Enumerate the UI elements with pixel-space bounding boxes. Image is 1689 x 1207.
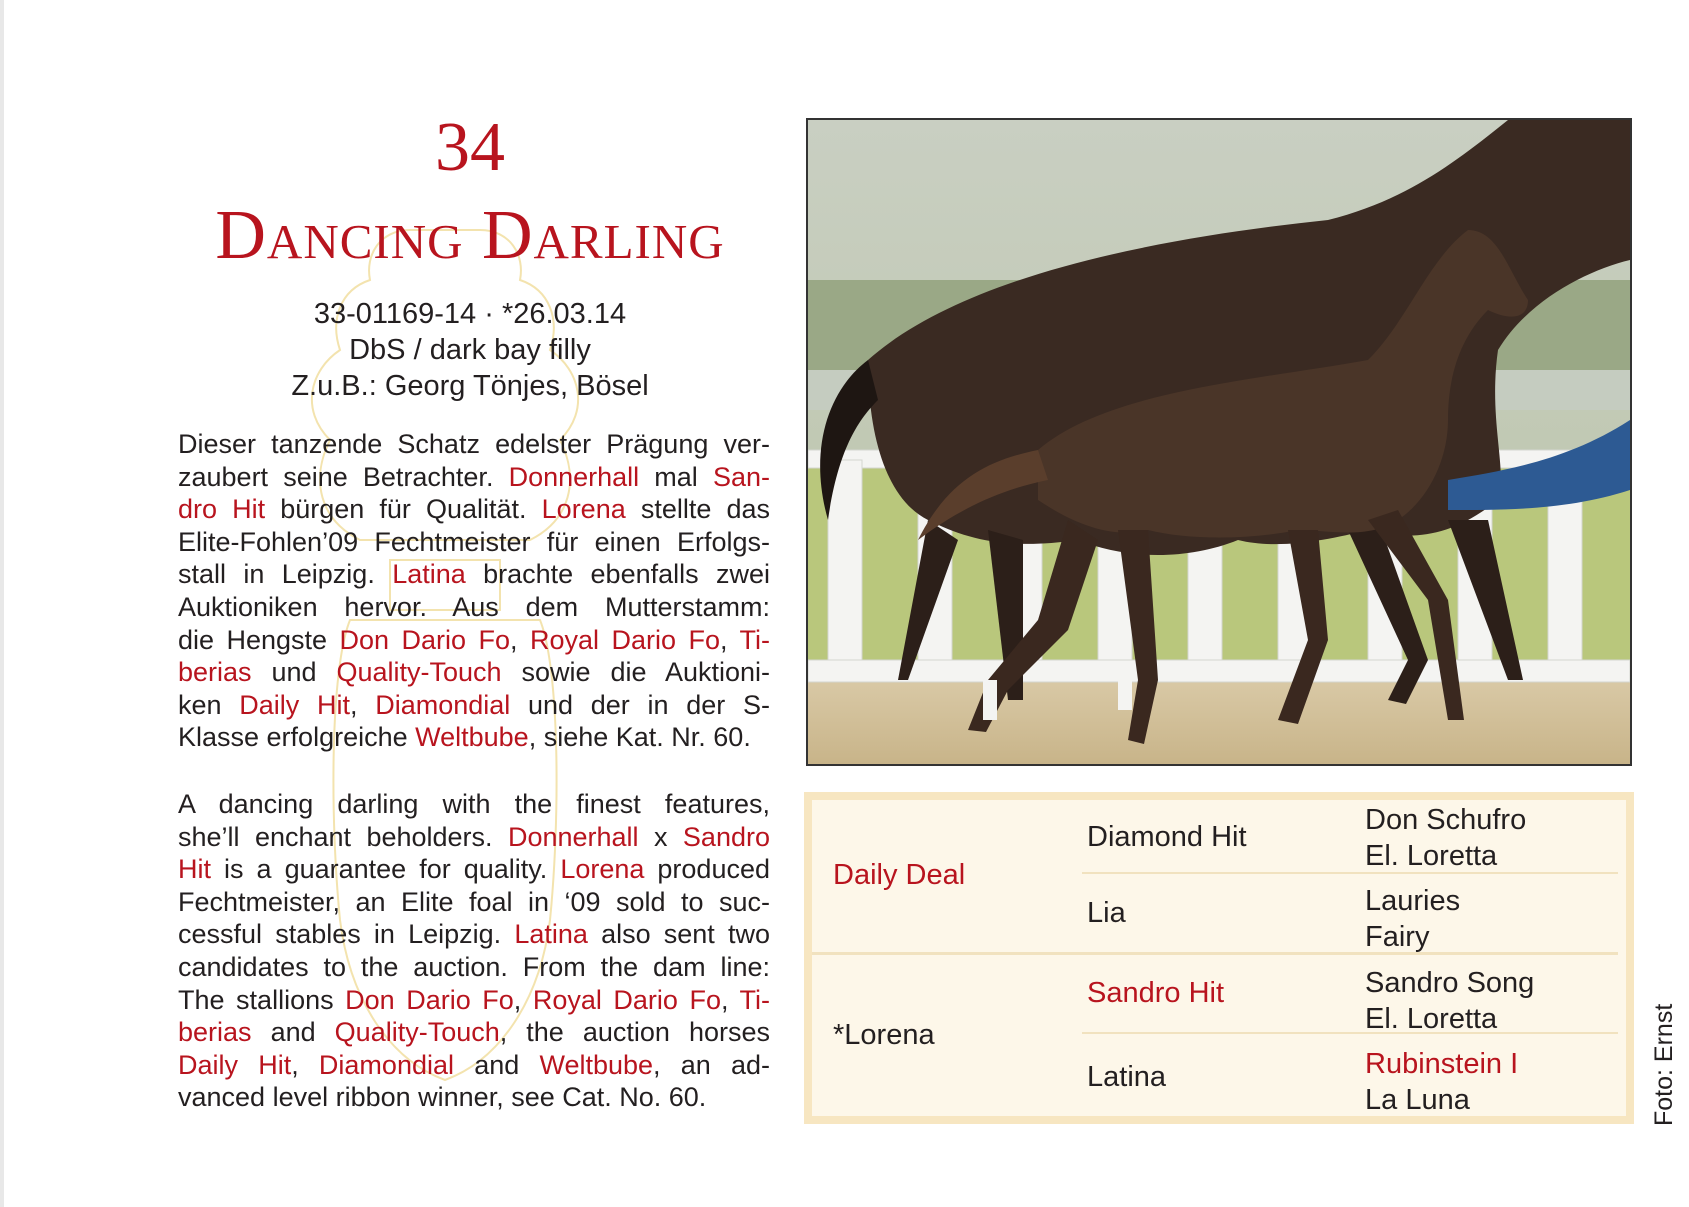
text-run: , the auction horses xyxy=(499,1017,770,1048)
text-run: stellte das xyxy=(625,494,770,525)
highlighted-horse-name: San- xyxy=(712,461,770,492)
description-german xyxy=(178,428,770,754)
paragraph-line xyxy=(178,951,770,984)
highlighted-horse-name: Weltbube xyxy=(415,722,529,753)
paragraph-line xyxy=(178,493,770,526)
highlighted-horse-name: Royal Dario Fo xyxy=(530,624,721,655)
text-run: ken xyxy=(178,689,240,720)
text-run: Fechtmeister, an Elite foal in ‘09 sold to suc- xyxy=(178,886,770,917)
text-run: cessful stables in Leipzig. xyxy=(178,919,515,950)
text-run: she’ll enchant beholders. xyxy=(178,821,508,852)
highlighted-horse-name: Hit xyxy=(178,854,211,885)
text-run: zaubert seine Betrachter. xyxy=(178,461,509,492)
pedigree-ggp-5: Sandro Song xyxy=(1365,967,1535,999)
text-run: die Hengste xyxy=(178,624,340,655)
highlighted-horse-name: berias xyxy=(178,1017,252,1048)
text-run: , an ad- xyxy=(653,1049,770,1080)
text-run: candidates to the auction. From the dam line: xyxy=(178,951,770,982)
paragraph-line xyxy=(178,591,770,624)
mare-and-foal-illustration xyxy=(808,120,1630,764)
paragraph-line xyxy=(178,821,770,854)
paragraph-line xyxy=(178,918,770,951)
text-run: , xyxy=(510,624,531,655)
pedigree-sire-sire: Diamond Hit xyxy=(1087,821,1247,853)
pedigree-ggp-2: El. Loretta xyxy=(1365,840,1498,872)
highlighted-horse-name: berias xyxy=(178,657,252,688)
paragraph-line xyxy=(178,1081,770,1114)
paragraph-line xyxy=(178,624,770,657)
breed-color: DbS / dark bay filly xyxy=(349,334,591,366)
pedigree-ggp-6: El. Loretta xyxy=(1365,1003,1498,1035)
breeder-owner: Z.u.B.: Georg Tönjes, Bösel xyxy=(291,370,649,402)
highlighted-horse-name: dro Hit xyxy=(178,494,266,525)
description-english xyxy=(178,788,770,1114)
highlighted-horse-name: Quality-Touch xyxy=(336,657,502,688)
highlighted-horse-name: Ti- xyxy=(739,984,771,1015)
photo-credit: Foto: Ernst xyxy=(1650,1003,1678,1126)
text-run: , xyxy=(720,984,740,1015)
paragraph-line xyxy=(178,689,770,722)
pedigree-ggp-3: Lauries xyxy=(1365,885,1461,917)
pedigree-dam: *Lorena xyxy=(833,1019,935,1051)
highlighted-horse-name: Daily Hit xyxy=(239,689,350,720)
pedigree-dam-sire: Sandro Hit xyxy=(1087,977,1225,1009)
text-run: , xyxy=(513,984,533,1015)
life-number-birthdate: 33-01169-14 · *26.03.14 xyxy=(313,298,627,330)
text-run: und der in der S- xyxy=(510,689,770,720)
text-run: , xyxy=(720,624,740,655)
text-run: bürgen für Qualität. xyxy=(265,494,542,525)
text-run: Elite-Fohlen’09 Fechtmeister für einen Erfolgs- xyxy=(178,526,770,557)
highlighted-horse-name: Don Dario Fo xyxy=(345,984,514,1015)
paragraph-line xyxy=(178,526,770,559)
paragraph-line xyxy=(178,656,770,689)
lot-number: 34 xyxy=(435,109,505,186)
paragraph-line xyxy=(178,558,770,591)
text-run: A dancing darling with the finest features, xyxy=(178,789,770,819)
highlighted-horse-name: Don Dario Fo xyxy=(339,624,511,655)
paragraph-line xyxy=(178,1049,770,1082)
highlighted-horse-name: Diamondial xyxy=(375,689,511,720)
horse-name: Dancing Darling xyxy=(215,197,725,274)
pedigree-ggp-8: La Luna xyxy=(1365,1084,1470,1116)
text-run: , xyxy=(349,689,376,720)
pedigree-ggp-7: Rubinstein I xyxy=(1365,1048,1519,1080)
text-run: stall in Leipzig. xyxy=(178,559,393,590)
paragraph-line xyxy=(178,721,770,754)
pedigree-sire: Daily Deal xyxy=(833,859,966,891)
text-run: also sent two xyxy=(587,919,770,950)
highlighted-horse-name: Latina xyxy=(392,559,466,590)
pedigree-dam-dam: Latina xyxy=(1087,1061,1167,1093)
text-run: and xyxy=(454,1049,540,1080)
text-run: Dieser tanzende Schatz edelster Prägung ver- xyxy=(178,429,770,459)
pedigree-ggp-1: Don Schufro xyxy=(1365,804,1527,836)
highlighted-horse-name: Diamondial xyxy=(318,1049,454,1080)
pedigree-table xyxy=(804,792,1634,1124)
text-run: und xyxy=(251,657,337,688)
page-edge xyxy=(0,0,4,1207)
paragraph-line xyxy=(178,853,770,886)
text-run: mal xyxy=(639,461,713,492)
highlighted-horse-name: Weltbube xyxy=(539,1049,654,1080)
horse-photo xyxy=(806,118,1632,766)
text-run: Klasse erfolgreiche xyxy=(178,722,416,753)
text-run: is a guarantee for quality. xyxy=(211,854,561,885)
paragraph-line xyxy=(178,984,770,1017)
horse-meta xyxy=(170,296,770,404)
highlighted-horse-name: Ti- xyxy=(739,624,770,655)
pedigree-sire-dam: Lia xyxy=(1087,897,1126,929)
paragraph-line xyxy=(178,428,770,461)
pedigree-ggp-4: Fairy xyxy=(1365,921,1430,953)
text-run: x xyxy=(638,821,683,852)
pedigree-inner xyxy=(812,800,1626,1116)
paragraph-line xyxy=(178,886,770,919)
text-run: and xyxy=(251,1017,335,1048)
text-run: vanced level ribbon winner, see Cat. No. 60. xyxy=(178,1082,707,1113)
paragraph-line xyxy=(178,788,770,821)
paragraph-line xyxy=(178,1016,770,1049)
text-run: , siehe Kat. Nr. 60. xyxy=(528,722,751,753)
highlighted-horse-name: Sandro xyxy=(682,821,770,852)
highlighted-horse-name: Latina xyxy=(514,919,588,950)
paragraph-line xyxy=(178,461,770,494)
highlighted-horse-name: Donnerhall xyxy=(508,461,640,492)
highlighted-horse-name: Quality-Touch xyxy=(334,1017,500,1048)
text-run: produced xyxy=(644,854,771,885)
text-run: brachte ebenfalls zwei xyxy=(465,559,770,590)
highlighted-horse-name: Lorena xyxy=(560,854,645,885)
highlighted-horse-name: Lorena xyxy=(541,494,626,525)
text-run: sowie die Auktioni- xyxy=(501,657,770,688)
highlighted-horse-name: Donnerhall xyxy=(507,821,639,852)
highlighted-horse-name: Royal Dario Fo xyxy=(532,984,721,1015)
text-run: The stallions xyxy=(178,984,346,1015)
text-run: Auktioniken hervor. Aus dem Mutterstamm: xyxy=(178,591,770,622)
highlighted-horse-name: Daily Hit xyxy=(178,1049,292,1080)
text-run: , xyxy=(291,1049,319,1080)
